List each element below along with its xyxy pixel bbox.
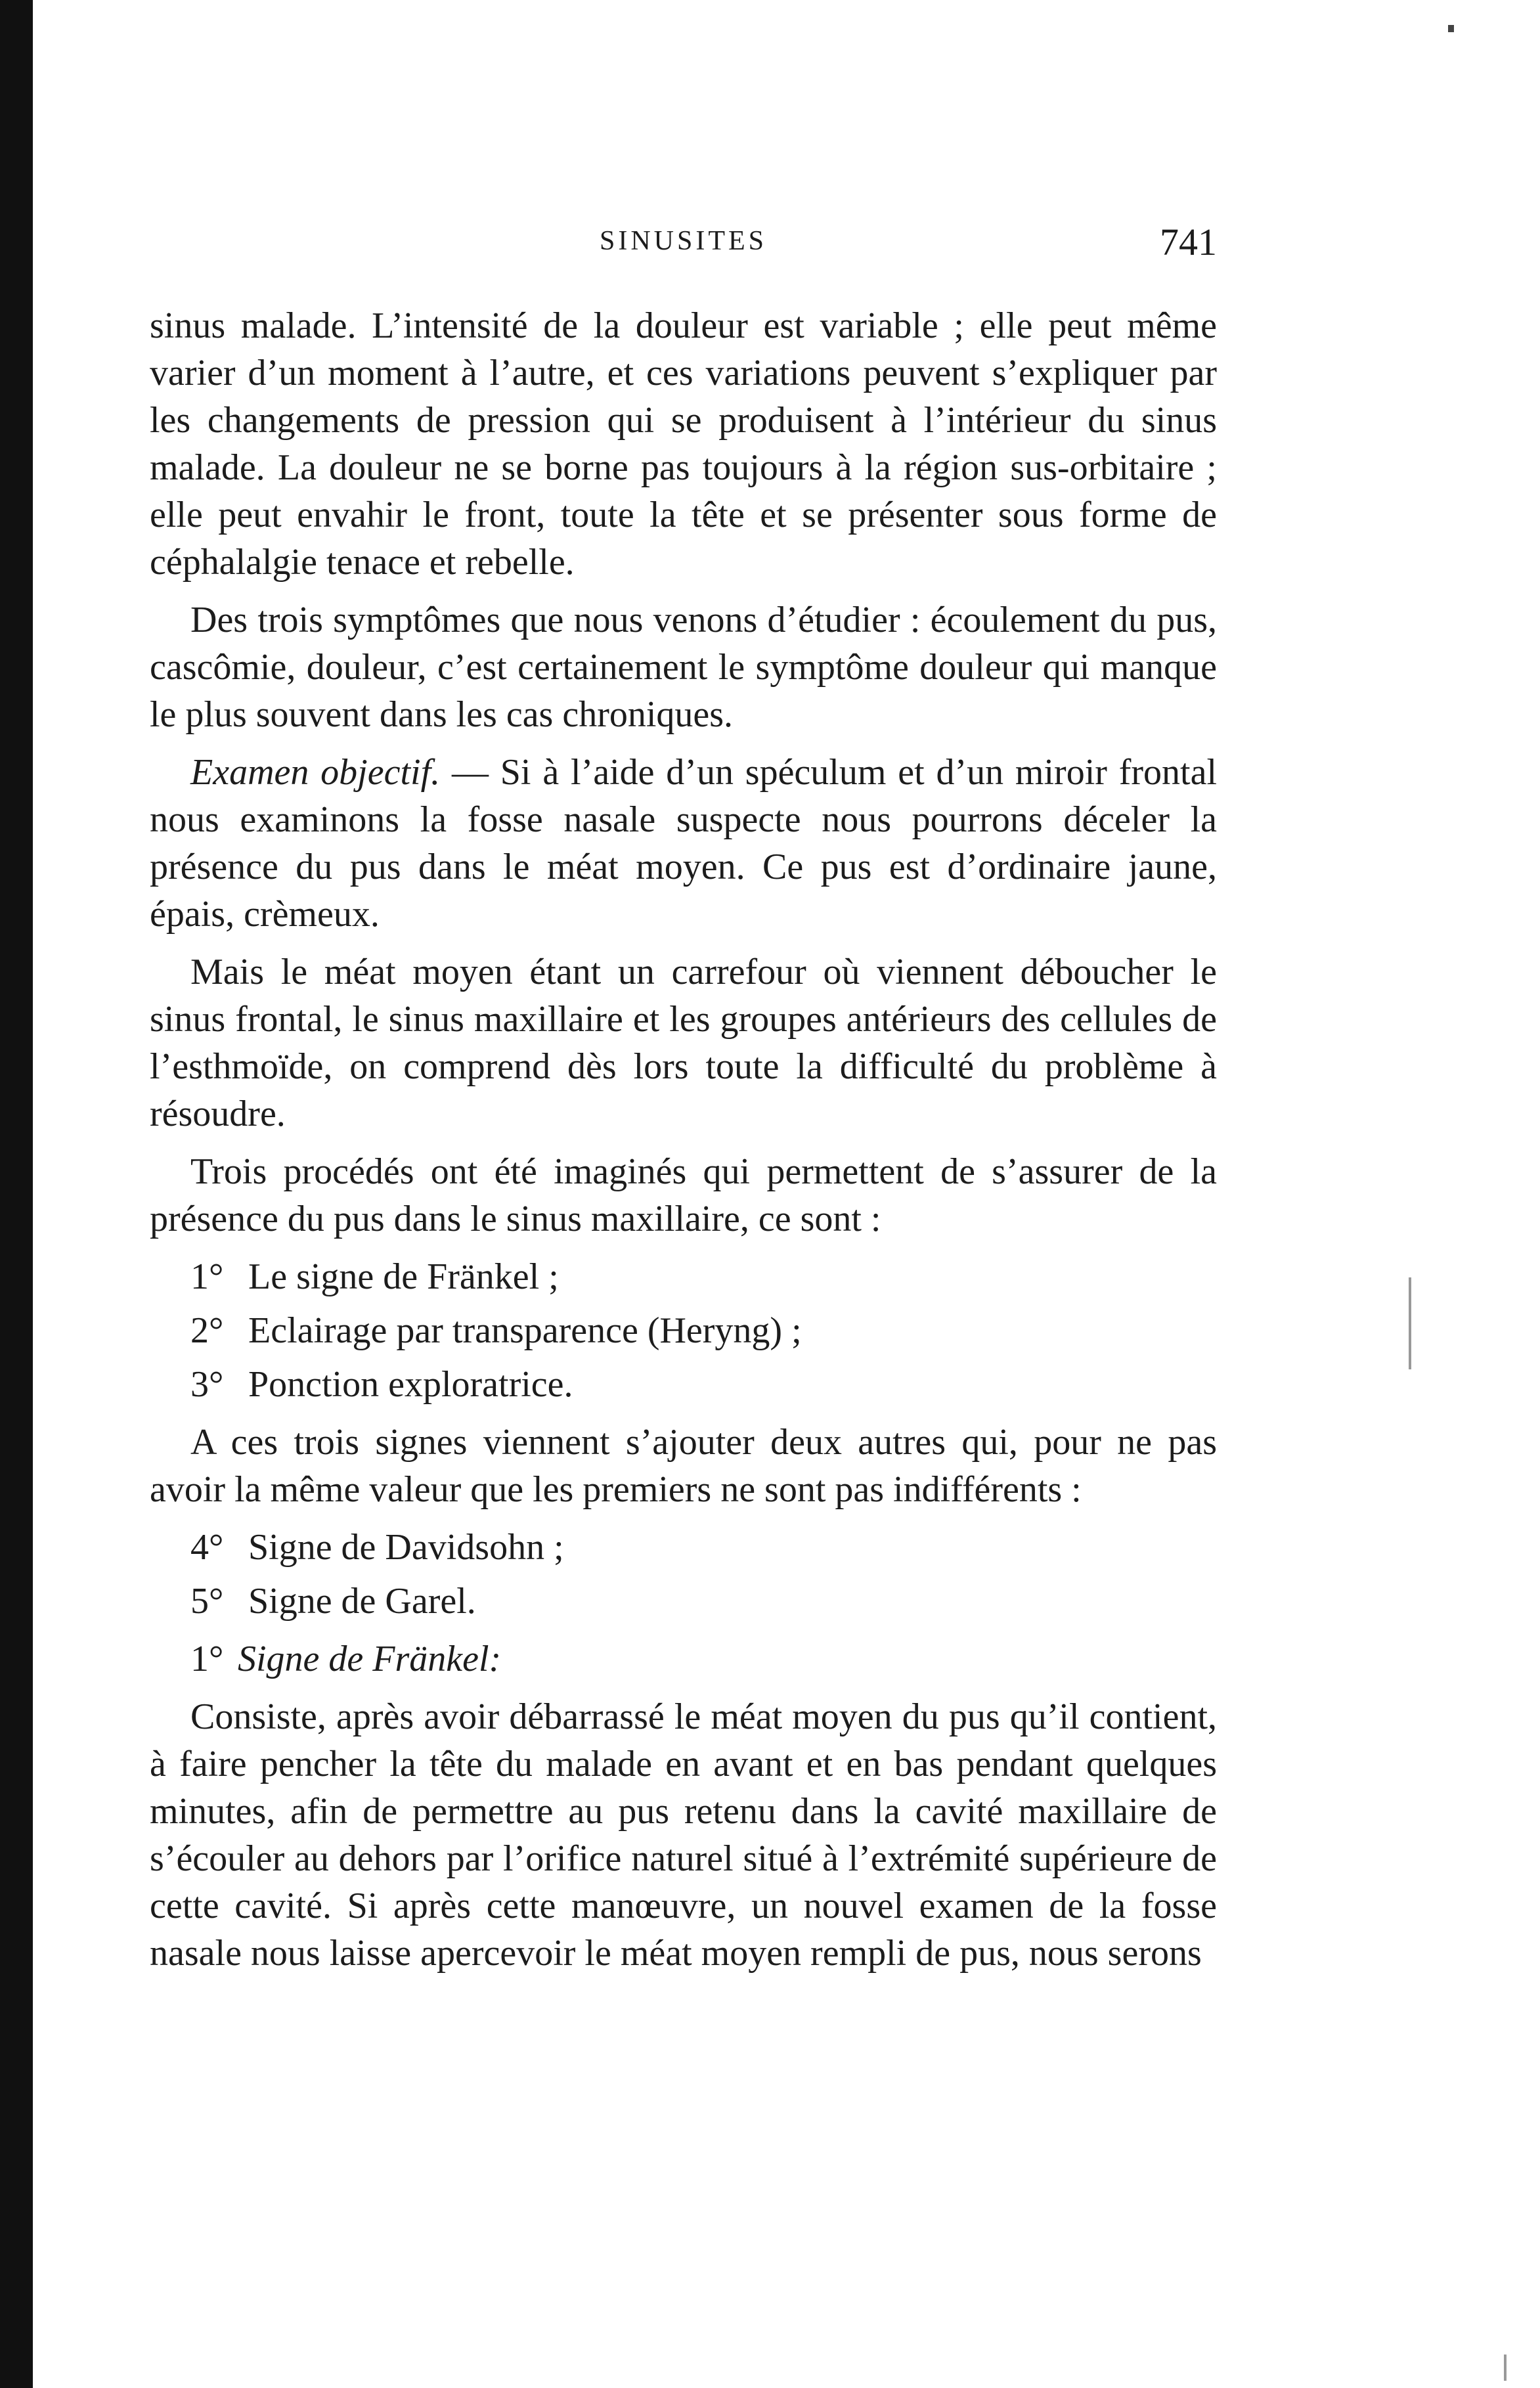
list-text: Signe de Garel.: [248, 1581, 476, 1622]
paragraph-text: — Si à l’aide d’un spéculum et d’un miroir frontal nous examinons la fosse nasale suspecte nous pourrons déceler la présence du pus dans le méat moyen. Ce pus est d’ordinaire jaune, épais, crèmeux.: [150, 752, 1218, 935]
scan-edge-shadow: [0, 0, 33, 2388]
section-heading: [150, 1635, 1217, 1683]
paragraph: Mais le méat moyen étant un carrefour où viennent déboucher le sinus frontal, le sinus maxillaire et les groupes antérieurs des cellules de l’esthmoïde, on comprend dès lors toute la difficulté du problème à résoudre.: [150, 952, 1217, 1134]
running-title: SINUSITES: [599, 226, 768, 256]
list-item: [150, 1307, 1217, 1354]
page-body: [150, 302, 1217, 1987]
list-number: 4°: [190, 1527, 224, 1568]
list-item: [150, 1524, 1217, 1571]
paragraph-label: Examen objectif.: [190, 752, 441, 793]
paragraph: Consiste, après avoir débarrassé le méat moyen du pus qu’il contient, à faire pencher la tête du malade en avant et en bas pendant quelques minutes, afin de permettre au pus retenu dans la cavité maxillaire de s’écouler au dehors par l’orifice naturel situé à l’extrémité supérieure de cette cavité. Si après cette manœuvre, un nouvel examen de la fosse nasale nous laisse apercevoir le méat moyen rempli de pus, nous serons: [150, 1696, 1217, 1974]
list-item: [150, 1253, 1217, 1300]
paragraph: Des trois symptômes que nous venons d’étudier : écoulement du pus, cascômie, douleur, c’est certainement le symptôme douleur qui manque le plus souvent dans les cas chroniques.: [150, 600, 1217, 735]
list-text: Le signe de Fränkel ;: [248, 1256, 559, 1297]
section-heading-number: 1°: [190, 1639, 224, 1679]
section-heading-text: Signe de Fränkel:: [238, 1639, 502, 1679]
list-number: 5°: [190, 1581, 224, 1622]
list-number: 3°: [190, 1364, 224, 1405]
list-text: Signe de Davidsohn ;: [248, 1527, 564, 1568]
page-number: 741: [1160, 221, 1217, 263]
list-item: [150, 1361, 1217, 1408]
paragraph: A ces trois signes viennent s’ajouter deux autres qui, pour ne pas avoir la même valeur que les premiers ne sont pas indifférents :: [150, 1422, 1217, 1510]
list-number: 1°: [190, 1256, 224, 1297]
list-text: Eclairage par transparence (Heryng) ;: [248, 1310, 802, 1351]
scan-speck: [1448, 25, 1454, 32]
paragraph: Trois procédés ont été imaginés qui permettent de s’assurer de la présence du pus dans le sinus maxillaire, ce sont :: [150, 1151, 1217, 1239]
page-header: [150, 220, 1217, 273]
scan-speck: [1504, 2355, 1507, 2381]
list-number: 2°: [190, 1310, 224, 1351]
paragraph: [150, 749, 1217, 938]
scan-speck: [1409, 1277, 1411, 1369]
paragraph: sinus malade. L’intensité de la douleur est variable ; elle peut même varier d’un moment à l’autre, et ces variations peuvent s’expliquer par les changements de pression qui se produisent à l’intérieur du sinus malade. La douleur ne se borne pas toujours à la région sus-orbitaire ; elle peut envahir le front, toute la tête et se présenter sous forme de céphalalgie tenace et rebelle.: [150, 305, 1217, 583]
list-item: [150, 1578, 1217, 1625]
list-text: Ponction exploratrice.: [248, 1364, 573, 1405]
